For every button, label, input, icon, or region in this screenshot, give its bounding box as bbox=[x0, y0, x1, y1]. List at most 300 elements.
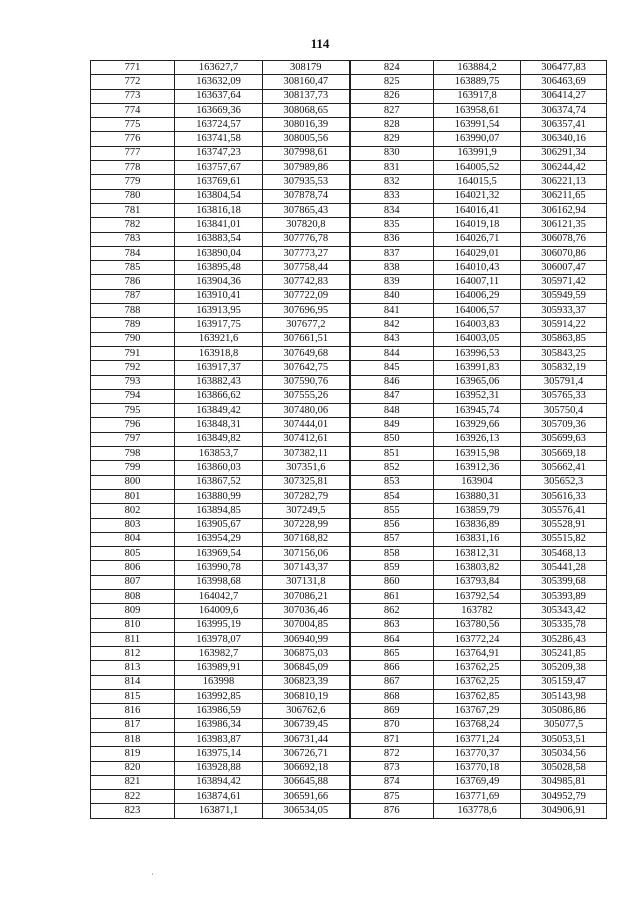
y-coordinate-cell: 305652,3 bbox=[521, 475, 607, 489]
point-number-cell: 844 bbox=[350, 346, 434, 360]
x-coordinate-cell: 163905,67 bbox=[175, 518, 263, 532]
x-coordinate-cell: 164015,5 bbox=[434, 175, 521, 189]
x-coordinate-cell: 164009,6 bbox=[175, 604, 263, 618]
x-coordinate-cell: 163741,58 bbox=[175, 132, 263, 146]
y-coordinate-cell: 305843,25 bbox=[521, 346, 607, 360]
x-coordinate-cell: 164019,18 bbox=[434, 218, 521, 232]
x-coordinate-cell: 163812,31 bbox=[434, 547, 521, 561]
point-number-cell: 772 bbox=[91, 75, 175, 89]
x-coordinate-cell: 164006,57 bbox=[434, 304, 521, 318]
point-number-cell: 862 bbox=[350, 604, 434, 618]
point-number-cell: 863 bbox=[350, 618, 434, 632]
x-coordinate-cell: 163632,09 bbox=[175, 75, 263, 89]
point-number-cell: 869 bbox=[350, 704, 434, 718]
y-coordinate-cell: 307878,74 bbox=[263, 189, 350, 203]
point-number-cell: 785 bbox=[91, 261, 175, 275]
point-number-cell: 780 bbox=[91, 189, 175, 203]
x-coordinate-cell: 164005,52 bbox=[434, 161, 521, 175]
point-number-cell: 868 bbox=[350, 690, 434, 704]
table-row bbox=[91, 304, 607, 318]
x-coordinate-cell: 163918,8 bbox=[175, 346, 263, 360]
table-row bbox=[91, 489, 607, 503]
x-coordinate-cell: 164021,32 bbox=[434, 189, 521, 203]
table-row bbox=[91, 732, 607, 746]
y-coordinate-cell: 306591,66 bbox=[263, 790, 350, 804]
x-coordinate-cell: 163669,36 bbox=[175, 103, 263, 117]
y-coordinate-cell: 306291,34 bbox=[521, 146, 607, 160]
y-coordinate-cell: 307998,61 bbox=[263, 146, 350, 160]
x-coordinate-cell: 163929,66 bbox=[434, 418, 521, 432]
point-number-cell: 796 bbox=[91, 418, 175, 432]
y-coordinate-cell: 305028,58 bbox=[521, 761, 607, 775]
point-number-cell: 850 bbox=[350, 432, 434, 446]
point-number-cell: 874 bbox=[350, 775, 434, 789]
table-row bbox=[91, 261, 607, 275]
y-coordinate-cell: 307742,83 bbox=[263, 275, 350, 289]
x-coordinate-cell: 163954,29 bbox=[175, 532, 263, 546]
table-row bbox=[91, 432, 607, 446]
y-coordinate-cell: 306357,41 bbox=[521, 118, 607, 132]
x-coordinate-cell: 163890,04 bbox=[175, 246, 263, 260]
y-coordinate-cell: 305343,42 bbox=[521, 604, 607, 618]
y-coordinate-cell: 305750,4 bbox=[521, 404, 607, 418]
x-coordinate-cell: 163866,62 bbox=[175, 389, 263, 403]
point-number-cell: 792 bbox=[91, 361, 175, 375]
y-coordinate-cell: 307722,09 bbox=[263, 289, 350, 303]
x-coordinate-cell: 163780,56 bbox=[434, 618, 521, 632]
x-coordinate-cell: 163778,6 bbox=[434, 804, 521, 818]
point-number-cell: 849 bbox=[350, 418, 434, 432]
table-row bbox=[91, 775, 607, 789]
x-coordinate-cell: 163627,7 bbox=[175, 61, 263, 75]
y-coordinate-cell: 307412,61 bbox=[263, 432, 350, 446]
y-coordinate-cell: 305053,51 bbox=[521, 732, 607, 746]
point-number-cell: 824 bbox=[350, 61, 434, 75]
point-number-cell: 852 bbox=[350, 461, 434, 475]
y-coordinate-cell: 304985,81 bbox=[521, 775, 607, 789]
y-coordinate-cell: 306221,13 bbox=[521, 175, 607, 189]
y-coordinate-cell: 307649,68 bbox=[263, 346, 350, 360]
y-coordinate-cell: 307351,6 bbox=[263, 461, 350, 475]
point-number-cell: 783 bbox=[91, 232, 175, 246]
y-coordinate-cell: 306463,69 bbox=[521, 75, 607, 89]
point-number-cell: 801 bbox=[91, 489, 175, 503]
y-coordinate-cell: 307642,75 bbox=[263, 361, 350, 375]
table-row bbox=[91, 475, 607, 489]
table-row bbox=[91, 661, 607, 675]
x-coordinate-cell: 163904,36 bbox=[175, 275, 263, 289]
x-coordinate-cell: 163859,79 bbox=[434, 504, 521, 518]
x-coordinate-cell: 163882,43 bbox=[175, 375, 263, 389]
point-number-cell: 835 bbox=[350, 218, 434, 232]
point-number-cell: 857 bbox=[350, 532, 434, 546]
y-coordinate-cell: 306692,18 bbox=[263, 761, 350, 775]
point-number-cell: 875 bbox=[350, 790, 434, 804]
x-coordinate-cell: 164007,11 bbox=[434, 275, 521, 289]
y-coordinate-cell: 305765,33 bbox=[521, 389, 607, 403]
y-coordinate-cell: 306845,09 bbox=[263, 661, 350, 675]
point-number-cell: 833 bbox=[350, 189, 434, 203]
x-coordinate-cell: 163793,84 bbox=[434, 575, 521, 589]
y-coordinate-cell: 308160,47 bbox=[263, 75, 350, 89]
y-coordinate-cell: 307004,85 bbox=[263, 618, 350, 632]
point-number-cell: 798 bbox=[91, 447, 175, 461]
point-number-cell: 848 bbox=[350, 404, 434, 418]
y-coordinate-cell: 305933,37 bbox=[521, 304, 607, 318]
table-row bbox=[91, 504, 607, 518]
y-coordinate-cell: 306645,88 bbox=[263, 775, 350, 789]
point-number-cell: 864 bbox=[350, 632, 434, 646]
x-coordinate-cell: 164016,41 bbox=[434, 203, 521, 217]
point-number-cell: 858 bbox=[350, 547, 434, 561]
y-coordinate-cell: 305832,19 bbox=[521, 361, 607, 375]
point-number-cell: 843 bbox=[350, 332, 434, 346]
x-coordinate-cell: 163762,25 bbox=[434, 675, 521, 689]
y-coordinate-cell: 307865,43 bbox=[263, 203, 350, 217]
x-coordinate-cell: 164026,71 bbox=[434, 232, 521, 246]
x-coordinate-cell: 163782 bbox=[434, 604, 521, 618]
x-coordinate-cell: 164003,05 bbox=[434, 332, 521, 346]
x-coordinate-cell: 163958,61 bbox=[434, 103, 521, 117]
table-row bbox=[91, 704, 607, 718]
x-coordinate-cell: 163747,23 bbox=[175, 146, 263, 160]
table-row bbox=[91, 647, 607, 661]
x-coordinate-cell: 163848,31 bbox=[175, 418, 263, 432]
x-coordinate-cell: 163849,82 bbox=[175, 432, 263, 446]
y-coordinate-cell: 305468,13 bbox=[521, 547, 607, 561]
table-row bbox=[91, 89, 607, 103]
x-coordinate-cell: 163917,37 bbox=[175, 361, 263, 375]
point-number-cell: 827 bbox=[350, 103, 434, 117]
point-number-cell: 866 bbox=[350, 661, 434, 675]
x-coordinate-cell: 163995,19 bbox=[175, 618, 263, 632]
point-number-cell: 829 bbox=[350, 132, 434, 146]
x-coordinate-cell: 163975,14 bbox=[175, 747, 263, 761]
table-row bbox=[91, 332, 607, 346]
point-number-cell: 803 bbox=[91, 518, 175, 532]
point-number-cell: 856 bbox=[350, 518, 434, 532]
y-coordinate-cell: 305241,85 bbox=[521, 647, 607, 661]
x-coordinate-cell: 164010,43 bbox=[434, 261, 521, 275]
x-coordinate-cell: 163895,48 bbox=[175, 261, 263, 275]
point-number-cell: 778 bbox=[91, 161, 175, 175]
point-number-cell: 842 bbox=[350, 318, 434, 332]
y-coordinate-cell: 307758,44 bbox=[263, 261, 350, 275]
y-coordinate-cell: 305669,18 bbox=[521, 447, 607, 461]
x-coordinate-cell: 163853,7 bbox=[175, 447, 263, 461]
table-row bbox=[91, 361, 607, 375]
y-coordinate-cell: 307382,11 bbox=[263, 447, 350, 461]
x-coordinate-cell: 163926,13 bbox=[434, 432, 521, 446]
point-number-cell: 789 bbox=[91, 318, 175, 332]
point-number-cell: 840 bbox=[350, 289, 434, 303]
point-number-cell: 859 bbox=[350, 561, 434, 575]
y-coordinate-cell: 308005,56 bbox=[263, 132, 350, 146]
y-coordinate-cell: 308179 bbox=[263, 61, 350, 75]
x-coordinate-cell: 163771,69 bbox=[434, 790, 521, 804]
point-number-cell: 776 bbox=[91, 132, 175, 146]
point-number-cell: 786 bbox=[91, 275, 175, 289]
table-row bbox=[91, 389, 607, 403]
y-coordinate-cell: 306121,35 bbox=[521, 218, 607, 232]
y-coordinate-cell: 305209,38 bbox=[521, 661, 607, 675]
point-number-cell: 839 bbox=[350, 275, 434, 289]
x-coordinate-cell: 163804,54 bbox=[175, 189, 263, 203]
point-number-cell: 826 bbox=[350, 89, 434, 103]
table-row bbox=[91, 747, 607, 761]
point-number-cell: 805 bbox=[91, 547, 175, 561]
table-row bbox=[91, 246, 607, 260]
point-number-cell: 825 bbox=[350, 75, 434, 89]
table-row bbox=[91, 218, 607, 232]
point-number-cell: 816 bbox=[91, 704, 175, 718]
x-coordinate-cell: 163996,53 bbox=[434, 346, 521, 360]
point-number-cell: 854 bbox=[350, 489, 434, 503]
x-coordinate-cell: 163841,01 bbox=[175, 218, 263, 232]
x-coordinate-cell: 163867,52 bbox=[175, 475, 263, 489]
table-row bbox=[91, 118, 607, 132]
point-number-cell: 821 bbox=[91, 775, 175, 789]
y-coordinate-cell: 305914,22 bbox=[521, 318, 607, 332]
x-coordinate-cell: 164042,7 bbox=[175, 589, 263, 603]
table-row bbox=[91, 561, 607, 575]
table-row bbox=[91, 404, 607, 418]
point-number-cell: 779 bbox=[91, 175, 175, 189]
table-row bbox=[91, 547, 607, 561]
page-number: 114 bbox=[310, 36, 330, 51]
y-coordinate-cell: 305949,59 bbox=[521, 289, 607, 303]
x-coordinate-cell: 163990,07 bbox=[434, 132, 521, 146]
point-number-cell: 876 bbox=[350, 804, 434, 818]
table-row bbox=[91, 675, 607, 689]
table-row bbox=[91, 804, 607, 818]
table-row bbox=[91, 718, 607, 732]
point-number-cell: 819 bbox=[91, 747, 175, 761]
point-number-cell: 822 bbox=[91, 790, 175, 804]
x-coordinate-cell: 163982,7 bbox=[175, 647, 263, 661]
point-number-cell: 836 bbox=[350, 232, 434, 246]
x-coordinate-cell: 163884,2 bbox=[434, 61, 521, 75]
x-coordinate-cell: 163986,59 bbox=[175, 704, 263, 718]
point-number-cell: 865 bbox=[350, 647, 434, 661]
x-coordinate-cell: 163772,24 bbox=[434, 632, 521, 646]
y-coordinate-cell: 304952,79 bbox=[521, 790, 607, 804]
table-row bbox=[91, 790, 607, 804]
x-coordinate-cell: 163757,67 bbox=[175, 161, 263, 175]
x-coordinate-cell: 163836,89 bbox=[434, 518, 521, 532]
x-coordinate-cell: 163991,83 bbox=[434, 361, 521, 375]
table-row bbox=[91, 632, 607, 646]
y-coordinate-cell: 308068,65 bbox=[263, 103, 350, 117]
y-coordinate-cell: 307228,99 bbox=[263, 518, 350, 532]
table-row bbox=[91, 447, 607, 461]
y-coordinate-cell: 306739,45 bbox=[263, 718, 350, 732]
x-coordinate-cell: 163803,82 bbox=[434, 561, 521, 575]
table-row bbox=[91, 61, 607, 75]
point-number-cell: 873 bbox=[350, 761, 434, 775]
y-coordinate-cell: 307776,78 bbox=[263, 232, 350, 246]
y-coordinate-cell: 305576,41 bbox=[521, 504, 607, 518]
table-row bbox=[91, 203, 607, 217]
x-coordinate-cell: 163952,31 bbox=[434, 389, 521, 403]
x-coordinate-cell: 163849,42 bbox=[175, 404, 263, 418]
x-coordinate-cell: 163871,1 bbox=[175, 804, 263, 818]
table-row bbox=[91, 189, 607, 203]
point-number-cell: 784 bbox=[91, 246, 175, 260]
x-coordinate-cell: 163965,06 bbox=[434, 375, 521, 389]
point-number-cell: 841 bbox=[350, 304, 434, 318]
x-coordinate-cell: 163998,68 bbox=[175, 575, 263, 589]
table-row bbox=[91, 103, 607, 117]
point-number-cell: 828 bbox=[350, 118, 434, 132]
y-coordinate-cell: 307989,86 bbox=[263, 161, 350, 175]
y-coordinate-cell: 305971,42 bbox=[521, 275, 607, 289]
y-coordinate-cell: 306534,05 bbox=[263, 804, 350, 818]
x-coordinate-cell: 163915,98 bbox=[434, 447, 521, 461]
y-coordinate-cell: 305143,98 bbox=[521, 690, 607, 704]
x-coordinate-cell: 163917,8 bbox=[434, 89, 521, 103]
x-coordinate-cell: 163991,54 bbox=[434, 118, 521, 132]
y-coordinate-cell: 305515,82 bbox=[521, 532, 607, 546]
x-coordinate-cell: 163874,61 bbox=[175, 790, 263, 804]
y-coordinate-cell: 307677,2 bbox=[263, 318, 350, 332]
x-coordinate-cell: 163762,85 bbox=[434, 690, 521, 704]
x-coordinate-cell: 163769,49 bbox=[434, 775, 521, 789]
point-number-cell: 771 bbox=[91, 61, 175, 75]
y-coordinate-cell: 305399,68 bbox=[521, 575, 607, 589]
y-coordinate-cell: 307935,53 bbox=[263, 175, 350, 189]
table-row bbox=[91, 418, 607, 432]
x-coordinate-cell: 163912,36 bbox=[434, 461, 521, 475]
y-coordinate-cell: 305034,56 bbox=[521, 747, 607, 761]
y-coordinate-cell: 307325,81 bbox=[263, 475, 350, 489]
y-coordinate-cell: 305699,63 bbox=[521, 432, 607, 446]
point-number-cell: 870 bbox=[350, 718, 434, 732]
scan-speck bbox=[152, 873, 153, 875]
y-coordinate-cell: 306070,86 bbox=[521, 246, 607, 260]
y-coordinate-cell: 306823,39 bbox=[263, 675, 350, 689]
y-coordinate-cell: 305286,43 bbox=[521, 632, 607, 646]
x-coordinate-cell: 163983,87 bbox=[175, 732, 263, 746]
x-coordinate-cell: 163880,31 bbox=[434, 489, 521, 503]
point-number-cell: 830 bbox=[350, 146, 434, 160]
table-row bbox=[91, 161, 607, 175]
table-row bbox=[91, 232, 607, 246]
x-coordinate-cell: 163894,42 bbox=[175, 775, 263, 789]
point-number-cell: 847 bbox=[350, 389, 434, 403]
x-coordinate-cell: 164003,83 bbox=[434, 318, 521, 332]
point-number-cell: 777 bbox=[91, 146, 175, 160]
point-number-cell: 820 bbox=[91, 761, 175, 775]
point-number-cell: 781 bbox=[91, 203, 175, 217]
y-coordinate-cell: 306078,76 bbox=[521, 232, 607, 246]
point-number-cell: 804 bbox=[91, 532, 175, 546]
x-coordinate-cell: 163989,91 bbox=[175, 661, 263, 675]
x-coordinate-cell: 163768,24 bbox=[434, 718, 521, 732]
table-row bbox=[91, 146, 607, 160]
y-coordinate-cell: 308137,73 bbox=[263, 89, 350, 103]
y-coordinate-cell: 305077,5 bbox=[521, 718, 607, 732]
point-number-cell: 838 bbox=[350, 261, 434, 275]
x-coordinate-cell: 163998 bbox=[175, 675, 263, 689]
y-coordinate-cell: 306731,44 bbox=[263, 732, 350, 746]
point-number-cell: 797 bbox=[91, 432, 175, 446]
x-coordinate-cell: 163769,61 bbox=[175, 175, 263, 189]
point-number-cell: 773 bbox=[91, 89, 175, 103]
x-coordinate-cell: 163770,18 bbox=[434, 761, 521, 775]
table-row bbox=[91, 518, 607, 532]
table-row bbox=[91, 575, 607, 589]
table-row bbox=[91, 132, 607, 146]
point-number-cell: 793 bbox=[91, 375, 175, 389]
y-coordinate-cell: 307444,01 bbox=[263, 418, 350, 432]
point-number-cell: 806 bbox=[91, 561, 175, 575]
table-row bbox=[91, 318, 607, 332]
y-coordinate-cell: 307156,06 bbox=[263, 547, 350, 561]
y-coordinate-cell: 307820,8 bbox=[263, 218, 350, 232]
x-coordinate-cell: 163637,64 bbox=[175, 89, 263, 103]
y-coordinate-cell: 306414,27 bbox=[521, 89, 607, 103]
y-coordinate-cell: 304906,91 bbox=[521, 804, 607, 818]
x-coordinate-cell: 163928,88 bbox=[175, 761, 263, 775]
point-number-cell: 814 bbox=[91, 675, 175, 689]
y-coordinate-cell: 306477,83 bbox=[521, 61, 607, 75]
y-coordinate-cell: 307696,95 bbox=[263, 304, 350, 318]
x-coordinate-cell: 163860,03 bbox=[175, 461, 263, 475]
point-number-cell: 794 bbox=[91, 389, 175, 403]
table-row bbox=[91, 761, 607, 775]
point-number-cell: 807 bbox=[91, 575, 175, 589]
table-row bbox=[91, 604, 607, 618]
y-coordinate-cell: 305791,4 bbox=[521, 375, 607, 389]
y-coordinate-cell: 306374,74 bbox=[521, 103, 607, 117]
point-number-cell: 837 bbox=[350, 246, 434, 260]
x-coordinate-cell: 163991,9 bbox=[434, 146, 521, 160]
table-row bbox=[91, 690, 607, 704]
y-coordinate-cell: 306762,6 bbox=[263, 704, 350, 718]
y-coordinate-cell: 305616,33 bbox=[521, 489, 607, 503]
point-number-cell: 795 bbox=[91, 404, 175, 418]
point-number-cell: 832 bbox=[350, 175, 434, 189]
x-coordinate-cell: 163910,41 bbox=[175, 289, 263, 303]
point-number-cell: 834 bbox=[350, 203, 434, 217]
y-coordinate-cell: 306340,16 bbox=[521, 132, 607, 146]
x-coordinate-cell: 163883,54 bbox=[175, 232, 263, 246]
y-coordinate-cell: 306162,94 bbox=[521, 203, 607, 217]
x-coordinate-cell: 163894,85 bbox=[175, 504, 263, 518]
table-row bbox=[91, 618, 607, 632]
x-coordinate-cell: 163816,18 bbox=[175, 203, 263, 217]
point-number-cell: 802 bbox=[91, 504, 175, 518]
x-coordinate-cell: 163724,57 bbox=[175, 118, 263, 132]
point-number-cell: 775 bbox=[91, 118, 175, 132]
y-coordinate-cell: 305528,91 bbox=[521, 518, 607, 532]
y-coordinate-cell: 305662,41 bbox=[521, 461, 607, 475]
x-coordinate-cell: 164029,01 bbox=[434, 246, 521, 260]
point-number-cell: 788 bbox=[91, 304, 175, 318]
y-coordinate-cell: 307555,26 bbox=[263, 389, 350, 403]
y-coordinate-cell: 306726,71 bbox=[263, 747, 350, 761]
point-number-cell: 851 bbox=[350, 447, 434, 461]
x-coordinate-cell: 163770,37 bbox=[434, 747, 521, 761]
x-coordinate-cell: 163917,75 bbox=[175, 318, 263, 332]
table-row bbox=[91, 461, 607, 475]
y-coordinate-cell: 306810,19 bbox=[263, 690, 350, 704]
y-coordinate-cell: 305863,85 bbox=[521, 332, 607, 346]
point-number-cell: 831 bbox=[350, 161, 434, 175]
point-number-cell: 790 bbox=[91, 332, 175, 346]
y-coordinate-cell: 308016,39 bbox=[263, 118, 350, 132]
